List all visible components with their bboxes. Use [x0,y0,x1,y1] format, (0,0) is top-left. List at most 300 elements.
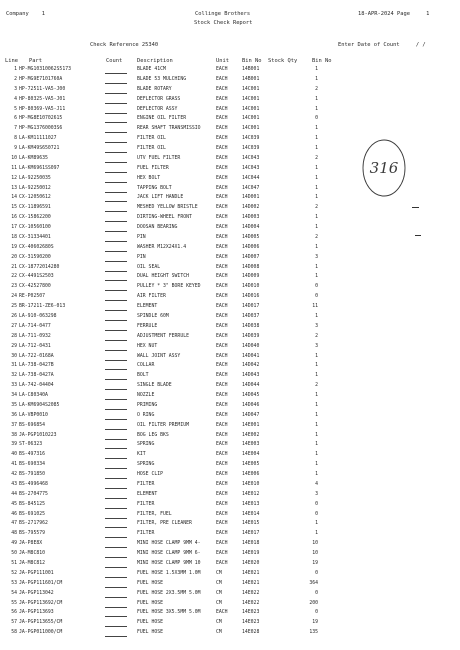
row-part-number: BS-2704775 [19,491,48,497]
row-stock-qty: 0 [315,284,318,290]
row-line-number: 52 [11,570,17,576]
row-stock-qty: 200 [309,600,318,606]
count-entry-blank [105,67,127,74]
row-part-number: JA-PGP113042 [19,590,54,596]
row-part-number: BS-845125 [19,501,45,507]
row-line-number: 39 [11,442,17,448]
count-entry-blank [105,126,127,133]
row-unit: EACH [216,353,228,359]
count-entry-blank [105,334,127,341]
table-row [0,265,460,275]
row-unit: CM [216,580,222,586]
count-entry-blank [105,265,127,272]
row-unit: EACH [216,402,228,408]
row-bin-number: 14E004 [242,452,260,458]
row-part-number: BS-795579 [19,531,45,537]
page-label: Page [396,11,410,17]
table-row [0,521,460,531]
row-description: OIL FILTER PREMIUM [137,422,189,428]
row-description: WASHER M12X24X1.4 [137,244,187,250]
count-entry-blank [105,363,127,370]
col-bin-no: Bin No [242,58,262,64]
row-line-number: 51 [11,561,17,566]
row-unit: EACH [216,136,228,142]
row-line-number: 6 [14,116,17,122]
row-bin-number: 14D010 [242,284,260,290]
row-description: DEFLECTOR GRASS [137,96,181,102]
row-stock-qty: 1 [315,126,318,132]
row-unit: EACH [216,491,228,497]
row-description: DEFLECTOR ASSY [137,106,178,112]
table-row [0,274,460,284]
row-stock-qty: 1 [315,67,318,72]
row-part-number: RE-P02507 [19,294,45,300]
row-part-number: JA-M8C810 [19,551,45,557]
row-description: MINI HOSE CLAMP 9MM 6- [137,551,201,557]
count-entry-blank [105,620,127,627]
handwritten-count-circle [359,136,409,200]
col-unit: Unit [216,58,229,64]
table-row [0,531,460,541]
row-bin-number: 14D016 [242,294,260,300]
row-part-number: LA-738-0427A [19,373,54,379]
row-bin-number: 14E021 [242,580,260,586]
count-entry-blank [105,581,127,588]
row-stock-qty: 1 [315,462,318,468]
row-description: BOLT [137,373,149,379]
row-stock-qty: 19 [312,561,318,566]
row-bin-number: 14E006 [242,472,260,478]
row-description: O RING [137,412,155,418]
row-stock-qty: 3 [315,343,318,349]
row-bin-number: 14E023 [242,620,260,626]
row-stock-qty: 0 [315,511,318,517]
col-count: Count [106,58,123,64]
check-reference: Check Reference 25340 [90,42,159,48]
count-entry-blank [105,116,127,123]
count-entry-blank [105,156,127,163]
row-bin-number: 14D047 [242,412,260,418]
count-entry-blank [105,610,127,617]
row-stock-qty: 1 [315,274,318,280]
row-bin-number: 14D017 [242,304,260,310]
row-stock-qty: 1 [315,96,318,102]
row-bin-number: 14E020 [242,561,260,566]
col-description: Description [137,58,173,64]
row-unit: EACH [216,205,228,211]
row-part-number: CX-10560100 [19,225,51,231]
row-bin-number: 14D046 [242,402,260,408]
row-description: OIL SEAL [137,264,161,270]
row-part-number: BS-691025 [19,511,45,517]
row-bin-number: 14C039 [242,136,260,142]
row-bin-number: 14E003 [242,442,260,448]
table-row [0,304,460,314]
row-bin-number: 14D045 [242,393,260,399]
row-line-number: 41 [11,462,17,468]
count-entry-blank [105,274,127,281]
count-entry-blank [105,521,127,528]
count-entry-blank [105,551,127,558]
row-line-number: 55 [11,600,17,606]
row-stock-qty: 3 [315,323,318,329]
row-unit: EACH [216,432,228,438]
table-row [0,581,460,591]
row-description: COLLAR [137,363,155,369]
row-unit: EACH [216,304,228,310]
row-description: FERRULE [137,323,158,329]
row-bin-number: 14E001 [242,422,260,428]
row-part-number: LA-KM6961SS097 [19,165,60,171]
table-row [0,413,460,423]
row-part-number: LA-92250035 [19,175,51,181]
table-row [0,225,460,235]
row-stock-qty: 2 [315,205,318,211]
row-line-number: 54 [11,590,17,596]
row-unit: EACH [216,323,228,329]
row-description: SPRING [137,442,155,448]
row-stock-qty: 1 [315,244,318,250]
row-part-number: LA-KM6904S2085 [19,402,60,408]
row-stock-qty: 1 [315,412,318,418]
table-row [0,344,460,354]
row-line-number: 24 [11,294,17,300]
count-entry-blank [105,541,127,548]
row-bin-number: 14E017 [242,531,260,537]
row-unit: EACH [216,412,228,418]
row-line-number: 46 [11,511,17,517]
count-entry-blank [105,512,127,519]
row-bin-number: 14E021 [242,570,260,576]
row-part-number: JA-PGP1010223 [19,432,57,438]
row-stock-qty: 1 [315,185,318,191]
row-line-number: 2 [14,76,17,82]
row-part-number: BS-2717962 [19,521,48,527]
row-unit: EACH [216,294,228,300]
row-stock-qty: 0 [315,116,318,122]
row-description: FILTER, PRE CLEANER [137,521,192,527]
row-line-number: 19 [11,244,17,250]
table-row [0,116,460,126]
row-bin-number: 14C047 [242,185,260,191]
count-entry-blank [105,344,127,351]
count-entry-blank [105,354,127,361]
row-line-number: 58 [11,630,17,636]
count-entry-blank [105,245,127,252]
table-row [0,502,460,512]
col-line: Line [5,58,18,64]
row-description: PULLEY * 3" BORE KEYED [137,284,201,290]
row-bin-number: 14D043 [242,373,260,379]
table-row [0,482,460,492]
row-stock-qty: 1 [315,264,318,270]
row-bin-number: 14D039 [242,333,260,339]
count-entry-blank [105,433,127,440]
row-unit: EACH [216,185,228,191]
row-stock-qty: 364 [309,580,318,586]
row-description: FILTER OIL [137,136,166,142]
row-part-number: BR-17211-ZE6-013 [19,304,66,310]
row-stock-qty: 1 [315,165,318,171]
row-unit: EACH [216,561,228,566]
row-stock-qty: 2 [315,86,318,92]
row-part-number: BS-4996468 [19,481,48,487]
table-row [0,620,460,630]
row-stock-qty: 2 [315,383,318,389]
row-part-number: LA-738-0427B [19,363,54,369]
row-stock-qty: 1 [315,521,318,527]
row-part-number: LA-KM89635 [19,155,48,161]
row-unit: EACH [216,175,228,181]
row-unit: CM [216,600,222,606]
row-stock-qty: 19 [312,620,318,626]
row-line-number: 23 [11,284,17,290]
table-row [0,393,460,403]
row-unit: EACH [216,481,228,487]
row-bin-number: 14C044 [242,175,260,181]
row-bin-number: 14D001 [242,195,260,201]
row-line-number: 4 [14,96,17,102]
row-part-number: LA-92250012 [19,185,51,191]
row-bin-number: 14C043 [242,165,260,171]
row-bin-number: 14C001 [242,86,260,92]
row-stock-qty: 3 [315,491,318,497]
row-part-number: HP-80325-VA5-J01 [19,96,66,102]
row-stock-qty: 1 [315,175,318,181]
row-bin-number: 14D040 [242,343,260,349]
row-description: HOSE CLIP [137,472,163,478]
row-line-number: 9 [14,146,17,152]
row-description: HEX NUT [137,343,158,349]
row-stock-qty: 3 [315,254,318,260]
row-part-number: JA-PGP111001 [19,570,54,576]
table-row [0,354,460,364]
row-line-number: 27 [11,323,17,329]
row-part-number: JA-PGP113692/CM [19,600,63,606]
row-description: FILTER [137,501,155,507]
count-entry-blank [105,166,127,173]
row-stock-qty: 0 [315,294,318,300]
count-entry-blank [105,324,127,331]
row-line-number: 40 [11,452,17,458]
count-entry-blank [105,403,127,410]
row-description: FUEL HOSE 1.5X3MM 1.0M [137,570,201,576]
row-line-number: 45 [11,501,17,507]
row-unit: EACH [216,76,228,82]
row-unit: CM [216,590,222,596]
row-description: BLADE 53 MULCHING [137,76,187,82]
count-entry-blank [105,186,127,193]
row-description: FUEL HOSE [137,620,163,626]
company-label [6,11,45,17]
row-unit: CM [216,620,222,626]
count-entry-blank [105,146,127,153]
row-part-number: LA-KM49S650721 [19,146,60,152]
row-part-number: JA-PGP111601/CM [19,580,63,586]
row-bin-number: 14E018 [242,541,260,547]
row-stock-qty: 1 [315,353,318,359]
row-description: TAPPING BOLT [137,185,172,191]
row-unit: EACH [216,284,228,290]
row-part-number: HP-80369-VA5-J11 [19,106,66,112]
row-unit: EACH [216,126,228,132]
row-line-number: 14 [11,195,17,201]
row-bin-number: 14C001 [242,116,260,122]
row-line-number: 42 [11,472,17,478]
row-unit: EACH [216,244,228,250]
row-stock-qty: 2 [315,155,318,161]
count-entry-blank [105,225,127,232]
row-line-number: 32 [11,373,17,379]
row-description: KIT [137,452,146,458]
count-date-slashes: / / [415,42,426,48]
row-bin-number: 14E002 [242,432,260,438]
row-unit: CM [216,630,222,636]
table-row [0,126,460,136]
count-entry-blank [105,472,127,479]
row-part-number: BS-696854 [19,422,45,428]
row-bin-number: 14E013 [242,501,260,507]
count-entry-blank [105,255,127,262]
row-description: PIN [137,254,146,260]
row-bin-number: 14D038 [242,323,260,329]
row-line-number: 26 [11,314,17,319]
table-row [0,492,460,502]
row-unit: EACH [216,521,228,527]
row-bin-number: 14D005 [242,234,260,240]
table-row [0,363,460,373]
row-description: DIRTING-WHEEL FRONT [137,215,192,221]
report-title: Stock Check Report [194,20,253,26]
row-stock-qty: 1 [315,136,318,142]
table-row [0,551,460,561]
row-line-number: 38 [11,432,17,438]
row-unit: EACH [216,442,228,448]
row-unit: EACH [216,452,228,458]
count-entry-blank [105,442,127,449]
count-date-label: Enter Date of Count [338,42,400,48]
row-stock-qty: 1 [315,452,318,458]
row-part-number: CX-40602680S [19,244,54,250]
row-description: FILTER, FUEL [137,511,172,517]
row-stock-qty: 1 [315,146,318,152]
row-stock-qty: 1 [315,195,318,201]
handwritten-number: 316 [369,159,399,177]
row-description: PRIMING [137,402,158,408]
table-row [0,403,460,413]
row-bin-number: 14C001 [242,126,260,132]
row-description: DOOSAN BEARING [137,225,178,231]
row-line-number: 8 [14,136,17,142]
table-row [0,383,460,393]
row-description: SPRING [137,462,155,468]
row-part-number: CX-11896591 [19,205,51,211]
row-bin-number: 14E012 [242,491,260,497]
row-bin-number: 14B001 [242,67,260,72]
table-row [0,541,460,551]
row-description: HEX BOLT [137,175,161,181]
row-part-number: CX-12050612 [19,195,51,201]
row-description: SPINDLE 60M [137,314,169,319]
row-bin-number: 14D002 [242,205,260,211]
reference-line [90,42,426,48]
table-row [0,472,460,482]
row-unit: EACH [216,264,228,270]
row-line-number: 13 [11,185,17,191]
row-description: AIR FILTER [137,294,166,300]
row-stock-qty: 1 [315,402,318,408]
row-unit: EACH [216,531,228,537]
row-line-number: 21 [11,264,17,270]
row-bin-number: 14D007 [242,254,260,260]
company-name: Collinge Brothers [195,11,251,17]
row-description: ADJUSTMENT FERRULE [137,333,189,339]
row-stock-qty: 10 [312,541,318,547]
table-row [0,314,460,324]
row-part-number: JA-PGP011000/CM [19,630,63,636]
row-part-number: HP-MG10310062S5173 [19,67,71,72]
count-entry-blank [105,87,127,94]
row-stock-qty: 1 [315,442,318,448]
row-line-number: 43 [11,481,17,487]
row-description: ELEMENT [137,491,158,497]
col-bin-no-2: Bin No [312,58,332,64]
count-entry-blank [105,413,127,420]
row-unit: EACH [216,511,228,517]
row-part-number: BS-497316 [19,452,45,458]
row-description: ELEMENT [137,304,158,310]
table-row [0,462,460,472]
row-part-number: LA-910-063298 [19,314,57,319]
row-line-number: 31 [11,363,17,369]
row-description: WALL JOINT ASSY [137,353,181,359]
row-bin-number: 14B001 [242,76,260,82]
table-row [0,245,460,255]
row-unit: EACH [216,462,228,468]
row-bin-number: 14D003 [242,215,260,221]
row-line-number: 57 [11,620,17,626]
table-row [0,610,460,620]
row-line-number: 33 [11,383,17,389]
row-line-number: 28 [11,333,17,339]
row-stock-qty: 2 [315,234,318,240]
row-stock-qty: 10 [312,551,318,557]
table-row [0,512,460,522]
row-part-number: LA-C80340A [19,393,48,399]
row-line-number: 5 [14,106,17,112]
table-row [0,561,460,571]
row-unit: EACH [216,333,228,339]
row-line-number: 53 [11,580,17,586]
row-description: FUEL HOSE 2X3.5MM 5.0M [137,590,201,596]
row-part-number: BS-690334 [19,462,45,468]
row-bin-number: 14D042 [242,363,260,369]
row-bin-number: 14D041 [242,353,260,359]
row-line-number: 18 [11,234,17,240]
row-line-number: 47 [11,521,17,527]
row-stock-qty: 0 [315,590,318,596]
table-row [0,324,460,334]
table-row [0,630,460,640]
row-part-number: JA-PGP113655/CM [19,620,63,626]
row-description: FUEL FILTER [137,165,169,171]
count-entry-blank [105,452,127,459]
row-description: FUEL HOSE [137,630,163,636]
count-entry-blank [105,531,127,538]
row-part-number: JA-M8C812 [19,561,45,566]
row-stock-qty: 1 [315,373,318,379]
row-part-number: LA-712-0431 [19,343,51,349]
